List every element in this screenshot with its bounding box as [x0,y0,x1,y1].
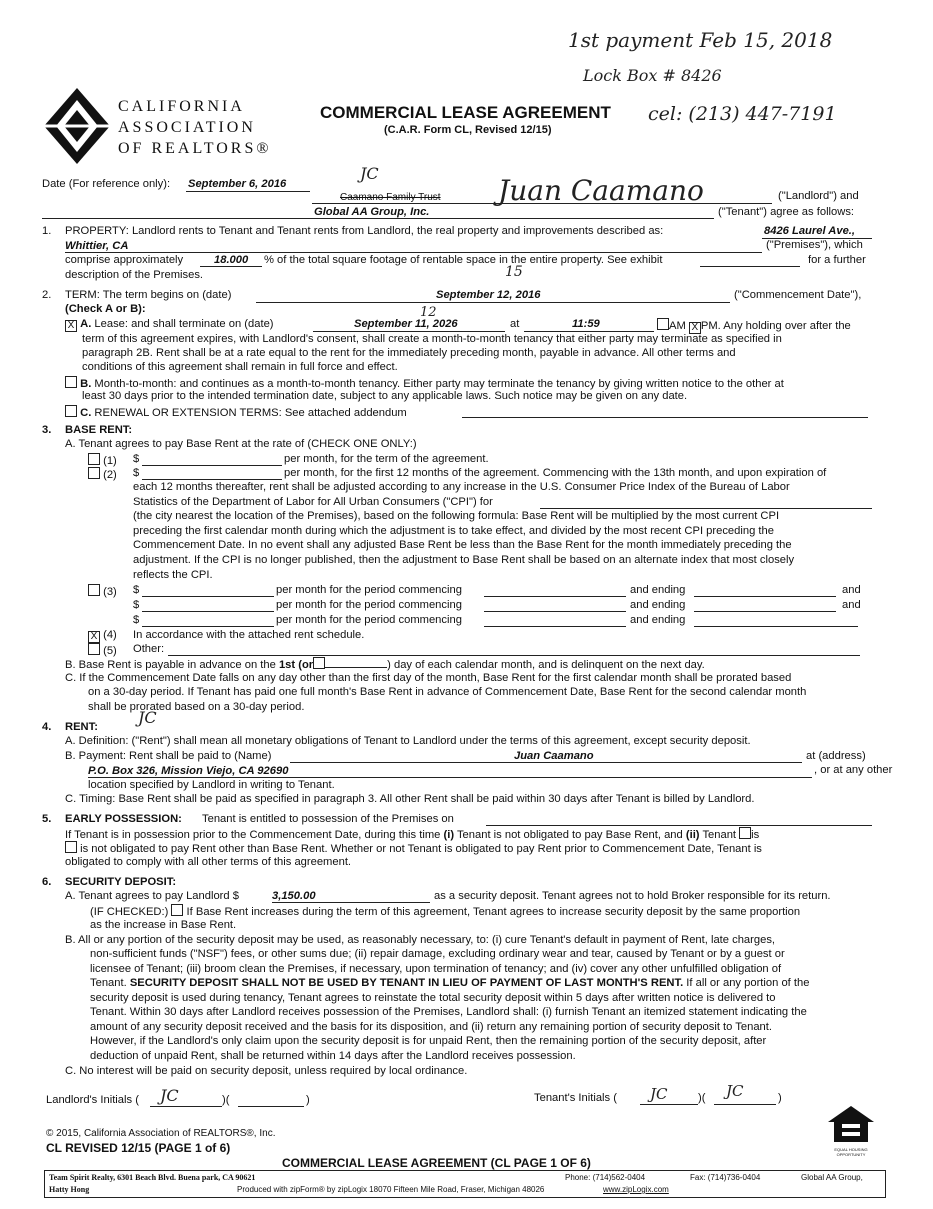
s2-c-label: C. [80,407,92,419]
s3-o1-checkbox[interactable] [88,453,100,465]
s3-o5-row [88,643,117,657]
s6-b-l2: non-sufficient funds ("NSF") fees, or other sums due; (ii) repair damage, excluding ordinary wear and tear, caused by Tenant or by a guest or [90,948,785,960]
initials-mark-3: 12 [420,305,437,320]
footer-client: Global AA Group, [801,1173,863,1182]
s3-o3-r1-ending: and ending [630,584,686,596]
date-value: September 6, 2016 [188,178,287,190]
initials-mark-1: JC [360,164,379,183]
s2-b-l2: least 30 days prior to the intended termination date, subject to any applicable laws. Such notice may be given on any date. [82,390,688,402]
s3-o3-r1-per: per month for the period commencing [276,584,462,596]
s3-o1-label: (1) [103,455,117,467]
s3-o2-l2: each 12 months thereafter, rent shall be adjusted according to any increase in the U.S. Consumer Price Index of the Bureau of Labor [133,481,790,493]
s4-c: C. Timing: Base Rent shall be paid as specified in paragraph 3. All other Rent shall be paid within 30 days after Tenant is billed by Landlord. [65,793,755,805]
footer-center-title: COMMERCIAL LEASE AGREEMENT (CL PAGE 1 OF 6) [282,1156,591,1170]
s2-term-label: TERM: The term begins on (date) [65,289,232,301]
s6-b-l4c: If all or any portion of the [686,977,810,989]
s3-num: 3. [42,424,52,436]
car-logo-icon [42,86,112,166]
footer-produced: Produced with zipForm® by zipLogix 18070 Fifteen Mile Road, Fraser, Michigan 48026 [237,1185,545,1194]
s4-num: 4. [42,721,52,733]
s3-a: A. Tenant agrees to pay Base Rent at the rate of (CHECK ONE ONLY:) [65,438,417,450]
s4-a: A. Definition: ("Rent") shall mean all monetary obligations of Tenant to Landlord under the terms of this agreement, except security deposit. [65,735,751,747]
s6-a-l2-row [90,904,800,918]
s1-desc: description of the Premises. [65,269,204,281]
s2-a-l4: conditions of this agreement shall remain in full force and effect. [82,361,398,373]
s6-amount: 3,150.00 [272,890,316,902]
s5-l3: is not obligated to pay Rent other than Base Rent. Whether or not Tenant is obligated to pay Rent prior to Commencement Date, Tenant is [80,843,762,855]
s3-o2-l4: (the city nearest the location of the Premises), based on the following formula: Base Rent will be multiplied by the most current CPI [133,510,780,522]
s5-l3-row [65,841,762,855]
s3-o2-dollar: $ [133,467,140,479]
s2-c-text: RENEWAL OR EXTENSION TERMS: See attached addendum [94,407,407,419]
s2-a-label: A. [80,318,92,330]
am-checkbox[interactable] [657,318,669,330]
s3-o3-r1-and: and [842,584,861,596]
s2-check: (Check A or B): [65,303,146,315]
s3-o1-row [88,453,117,467]
s3-o2-l7: adjustment. If the CPI is no longer published, then the adjustment to Base Rent shall be based on an alternate index that most closely [133,554,795,566]
s2-a-date: September 11, 2026 [354,318,458,330]
s5-l2f: is [751,829,760,841]
tenant-initials-end: ) [778,1092,782,1104]
s3-o2-l3: Statistics of the Department of Labor for All Urban Consumers ("CPI") for [133,496,493,508]
s3-o2-checkbox[interactable] [88,467,100,479]
s3-c-l3: shall be prorated based on a 30-day period. [88,701,305,713]
s6-c: C. No interest will be paid on security deposit, unless required by local ordinance. [65,1065,468,1077]
s1-further: for a further [808,254,866,266]
landlord-signature: Juan Caamano [498,174,704,207]
equal-housing-icon [826,1104,876,1157]
s5-l2d: (ii) [685,829,700,841]
s2-num: 2. [42,289,52,301]
s1-text: PROPERTY: Landlord rents to Tenant and Tenant rents from Landlord, the real property and improvements described as: [65,225,664,237]
equal-housing-label: EQUAL HOUSING OPPORTUNITY [834,1147,868,1157]
s5-tenant-checkbox-2[interactable] [65,841,77,853]
s4-or-other: , or at any other [814,764,893,776]
s6-a: A. Tenant agrees to pay Landlord $ [65,890,239,902]
s3-c: C. If the Commencement Date falls on any day other than the first day of the month, Base Rent for the first calendar month shall be prorated based [65,672,792,684]
s3-o3-r3-ending: and ending [630,614,686,626]
s6-a-rest: as a security deposit. Tenant agrees not to hold Broker responsible for its return. [434,890,831,902]
s6-num: 6. [42,876,52,888]
s6-b-l3: licensee of Tenant; (iii) broom clean the Premises, if necessary, upon termination of tenancy; and (iv) cover any other unfulfilled obligation of [90,963,782,975]
initials-mark-2: 15 [505,264,523,280]
logo-line1: CALIFORNIA [118,98,245,115]
s5-l2c: Tenant is not obligated to pay Base Rent, and [456,829,683,841]
s2-b-text: Month-to-month: and continues as a month-to-month tenancy. Either party may terminate the tenancy by giving written notice to the other at [94,378,784,390]
s3-o4-label: (4) [103,629,117,641]
s6-b-l8: However, if the Landlord's only claim upon the security deposit is for unpaid Rent, then the remaining portion of the security deposit, after [90,1035,767,1047]
s3-b-row [65,657,705,671]
s1-comprise: comprise approximately [65,254,184,266]
footer-phone: Phone: (714)562-0404 [565,1173,646,1182]
s3-b-text: B. Base Rent is payable in advance on the [65,659,276,671]
document-subtitle: (C.A.R. Form CL, Revised 12/15) [384,124,552,136]
s6-b-l9: deduction of unpaid Rent, shall be returned within 14 days after the Landlord receives possession. [90,1050,576,1062]
s3-o1-text: per month, for the term of the agreement. [284,453,489,465]
s2-commence: ("Commencement Date"), [734,289,862,301]
s2-time: 11:59 [572,318,600,330]
s1-address2: Whittier, CA [65,240,129,252]
footer-broker: Team Spirit Realty, 6301 Beach Blvd. Buena park, CA 90621 [49,1173,256,1182]
date-label: Date (For reference only): [42,178,171,190]
landlord-initials-mark: JC [160,1086,179,1105]
handwritten-note-lockbox: Lock Box # 8426 [583,66,722,85]
s6-b-l7: amount of any security deposit received and the basis for its disposition, and (ii) return any remaining portion of security deposit to Tenant. [90,1021,772,1033]
s2-a-row [65,318,274,332]
s3-o2-row [88,467,117,481]
s3-o4-checkbox[interactable]: X [88,631,100,643]
s2-b-row [65,376,784,390]
s6-b-l4a: Tenant. [90,977,127,989]
s3-o1-dollar: $ [133,453,140,465]
s6-a-l3: as the increase in Base Rent. [90,919,237,931]
s4-l3: location specified by Landlord in writing to Tenant. [88,779,335,791]
revised: CL REVISED 12/15 (PAGE 1 of 6) [46,1141,231,1155]
logo-line2: ASSOCIATION [118,119,256,136]
handwritten-note-payment: 1st payment Feb 15, 2018 [568,28,833,52]
s3-o2-text: per month, for the first 12 months of the agreement. Commencing with the 13th month, and upon expiration of [284,467,827,479]
tenant-initials-mid: )( [698,1092,706,1104]
footer-url[interactable]: www.zipLogix.com [603,1185,669,1194]
s5-l2a: If Tenant is in possession prior to the Commencement Date, during this time [65,829,441,841]
s3-b-rest: ) day of each calendar month, and is delinquent on the next day. [387,659,705,671]
s2-b-checkbox[interactable] [65,376,77,388]
s3-b-1st: 1st (or [278,659,314,671]
logo-text [118,96,272,159]
s6-a-l2a: (IF CHECKED:) [90,906,169,918]
s1-pct-text: % of the total square footage of rentable space in the entire property. See exhibit [264,254,663,266]
s6-b-l5: security deposit is used during tenancy, Tenant agrees to reinstate the total security deposit within 5 days after written notice is delivered to [90,992,776,1004]
s6-title: SECURITY DEPOSIT: [65,876,177,888]
s5-l2 [65,827,759,841]
s3-o3-r1-dollar: $ [133,584,140,596]
s6-b-l4b: SECURITY DEPOSIT SHALL NOT BE USED BY TENANT IN LIEU OF PAYMENT OF LAST MONTH'S RENT. [129,977,684,989]
document-title: COMMERCIAL LEASE AGREEMENT [320,103,611,122]
s5-title: EARLY POSSESSION: [65,813,182,825]
s6-b-l1: B. All or any portion of the security deposit may be used, as reasonably necessary, to: (i) cure Tenant's default in payment of Rent, late charges, [65,934,776,946]
s3-c-l2: on a 30-day period. If Tenant has paid one full month's Base Rent in advance of Commencement Date, Base Rent for the second calendar month [88,686,807,698]
s3-o3-label: (3) [103,586,117,598]
landlord-initials-end: ) [306,1094,310,1106]
s3-o2-label: (2) [103,469,117,481]
s3-o3-r2-per: per month for the period commencing [276,599,462,611]
s2-at: at [510,318,520,330]
s3-b-checkbox[interactable] [313,657,325,669]
s3-o3-row [88,584,117,598]
s2-c-row [65,405,407,419]
s6-b-l4 [90,977,809,989]
s3-o2-l8: reflects the CPI. [133,569,213,581]
pm-label: PM. Any holding over after the [700,320,851,332]
s2-a-text: Lease: and shall terminate on (date) [94,318,274,330]
s3-o2-l6: Commencement Date. In no event shall any adjusted Base Rent be less than the Base Rent for the month immediately preceding the [133,539,792,551]
s5-tenant-checkbox-1[interactable] [739,827,751,839]
s4-addr: P.O. Box 326, Mission Viejo, CA 92690 [88,765,289,777]
landlord-initials-mid: )( [222,1094,230,1106]
footer-fax: Fax: (714)736-0404 [690,1173,761,1182]
landlord-struck: Caamano Family Trust [340,192,441,203]
tenant-initials-mark-1: JC [650,1085,668,1103]
initials-mark-4: JC [138,708,157,727]
footer-agent: Hatty Hong [49,1185,90,1194]
s4-b: B. Payment: Rent shall be paid to (Name) [65,750,272,762]
car-logo [42,86,112,166]
copyright: © 2015, California Association of REALTORS®, Inc. [46,1128,276,1139]
s2-a-l3: paragraph 2B. Rent shall be at a rate equal to the rent for the immediately preceding month, payable in advance. All other terms and [82,347,736,359]
logo-line3: OF REALTORS® [118,140,272,157]
s5-num: 5. [42,813,52,825]
tenant-initials-mark-2: JC [726,1082,744,1100]
s5-l2b: (i) [443,829,455,841]
s1-premises: ("Premises"), which [766,239,863,251]
s1-num: 1. [42,225,52,237]
s3-o4-row [88,629,117,643]
landlord-suffix: ("Landlord") and [778,190,859,202]
s2-term-date: September 12, 2016 [436,289,541,301]
tenant-initials-label: Tenant's Initials ( [534,1092,617,1104]
tenant-value: Global AA Group, Inc. [314,206,430,218]
s5-l2e: Tenant [702,829,737,841]
landlord-initials-label: Landlord's Initials ( [46,1094,139,1106]
handwritten-cell: cel: (213) 447-7191 [648,103,837,125]
s2-b-label: B. [80,378,92,390]
s6-b-l6: Tenant. Within 30 days after Landlord receives possession of the Premises, Landlord shall: (i) furnish Tenant an itemized statement indicating the [90,1006,807,1018]
s6-increase-checkbox[interactable] [171,904,183,916]
s1-address1: 8426 Laurel Ave., [764,225,856,237]
s1-pct: 18.000 [214,254,249,266]
s3-o3-checkbox[interactable] [88,584,100,596]
s6-a-l2b: If Base Rent increases during the term of this agreement, Tenant agrees to increase security deposit by the same proportion [186,906,801,918]
s3-o3-r3-per: per month for the period commencing [276,614,462,626]
s4-payee: Juan Caamano [514,750,594,762]
s3-o5-text: Other: [133,643,165,655]
s3-title: BASE RENT: [65,424,133,436]
s3-o2-l5: preceding the first calendar month during which the adjustment is to take effect, and divided by the most recent CPI preceding the [133,525,774,537]
s3-o3-r3-dollar: $ [133,614,140,626]
s2-a-checkbox[interactable]: X [65,320,77,332]
s3-o5-label: (5) [103,645,117,657]
footer-box [44,1170,886,1198]
s3-o4-text: In accordance with the attached rent schedule. [133,629,365,641]
s3-o5-checkbox[interactable] [88,643,100,655]
am-label: AM [669,320,686,332]
s2-c-checkbox[interactable] [65,405,77,417]
s4-title: RENT: [65,721,98,733]
s4-at-addr: at (address) [806,750,866,762]
s2-a-l2: term of this agreement expires, with Landlord's consent, shall create a month-to-month tenancy that either party may terminate as specified in [82,333,782,345]
s3-o3-r2-and: and [842,599,861,611]
pm-checkbox[interactable]: X [689,322,701,334]
s3-o3-r2-dollar: $ [133,599,140,611]
s2-ampm [657,318,851,334]
tenant-suffix: ("Tenant") agree as follows: [718,206,855,218]
s5-l4: obligated to comply with all other terms of this agreement. [65,856,352,868]
s5-t1: Tenant is entitled to possession of the Premises on [202,813,454,825]
s3-o3-r2-ending: and ending [630,599,686,611]
